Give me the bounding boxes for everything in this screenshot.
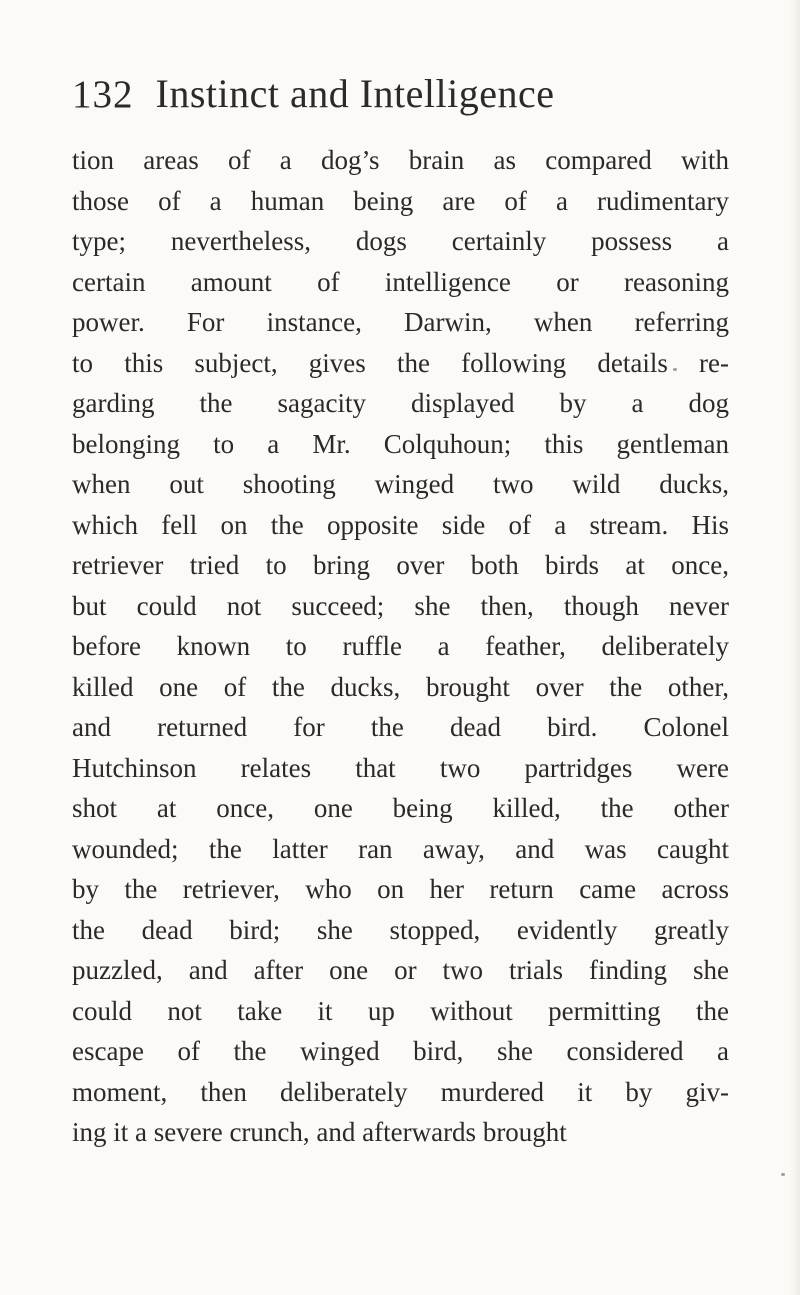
text-line: type; nevertheless, dogs certainly possess a [72, 226, 729, 256]
text-line: to this subject, gives the following details re- [72, 347, 729, 378]
running-title: Instinct and Intelligence [155, 71, 555, 116]
text-line: but could not succeed; she then, though never [72, 590, 729, 621]
scan-edge-shadow [790, 0, 800, 1295]
text-line: shot at once, one being killed, the other [72, 793, 729, 823]
text-line: puzzled, and after one or two trials finding she [72, 955, 729, 985]
text-line: certain amount of intelligence or reasoning [72, 266, 729, 297]
text-line: by the retriever, who on her return came across [72, 874, 729, 904]
text-line: the dead bird; she stopped, evidently greatly [72, 914, 729, 945]
page-number: 132 [72, 73, 134, 116]
text-line: and returned for the dead bird. Colonel [72, 712, 729, 742]
text-line: belonging to a Mr. Colquhoun; this gentleman [72, 428, 729, 459]
text-line: which fell on the opposite side of a stream. His [72, 509, 729, 540]
ink-speck [673, 368, 677, 371]
text-line: moment, then deliberately murdered it by giv- [72, 1076, 729, 1107]
text-line: retriever tried to bring over both birds at once, [72, 550, 729, 580]
body-text [72, 140, 729, 1153]
text-line: power. For instance, Darwin, when referring [72, 307, 729, 337]
text-line: escape of the winged bird, she considered a [72, 1036, 729, 1066]
text-line: Hutchinson relates that two partridges were [72, 752, 729, 783]
text-line: those of a human being are of a rudimentary [72, 185, 729, 216]
text-line: ing it a severe crunch, and afterwards brought [72, 1117, 567, 1147]
running-head [72, 70, 555, 120]
text-line: could not take it up without permitting the [72, 995, 729, 1026]
text-line: wounded; the latter ran away, and was caught [72, 833, 729, 864]
text-line: killed one of the ducks, brought over the other, [72, 671, 729, 702]
text-line: tion areas of a dog’s brain as compared with [72, 145, 729, 175]
text-line: when out shooting winged two wild ducks, [72, 469, 729, 499]
text-line: before known to ruffle a feather, deliberately [72, 631, 729, 661]
ink-speck [781, 1173, 785, 1176]
text-line: garding the sagacity displayed by a dog [72, 388, 729, 418]
